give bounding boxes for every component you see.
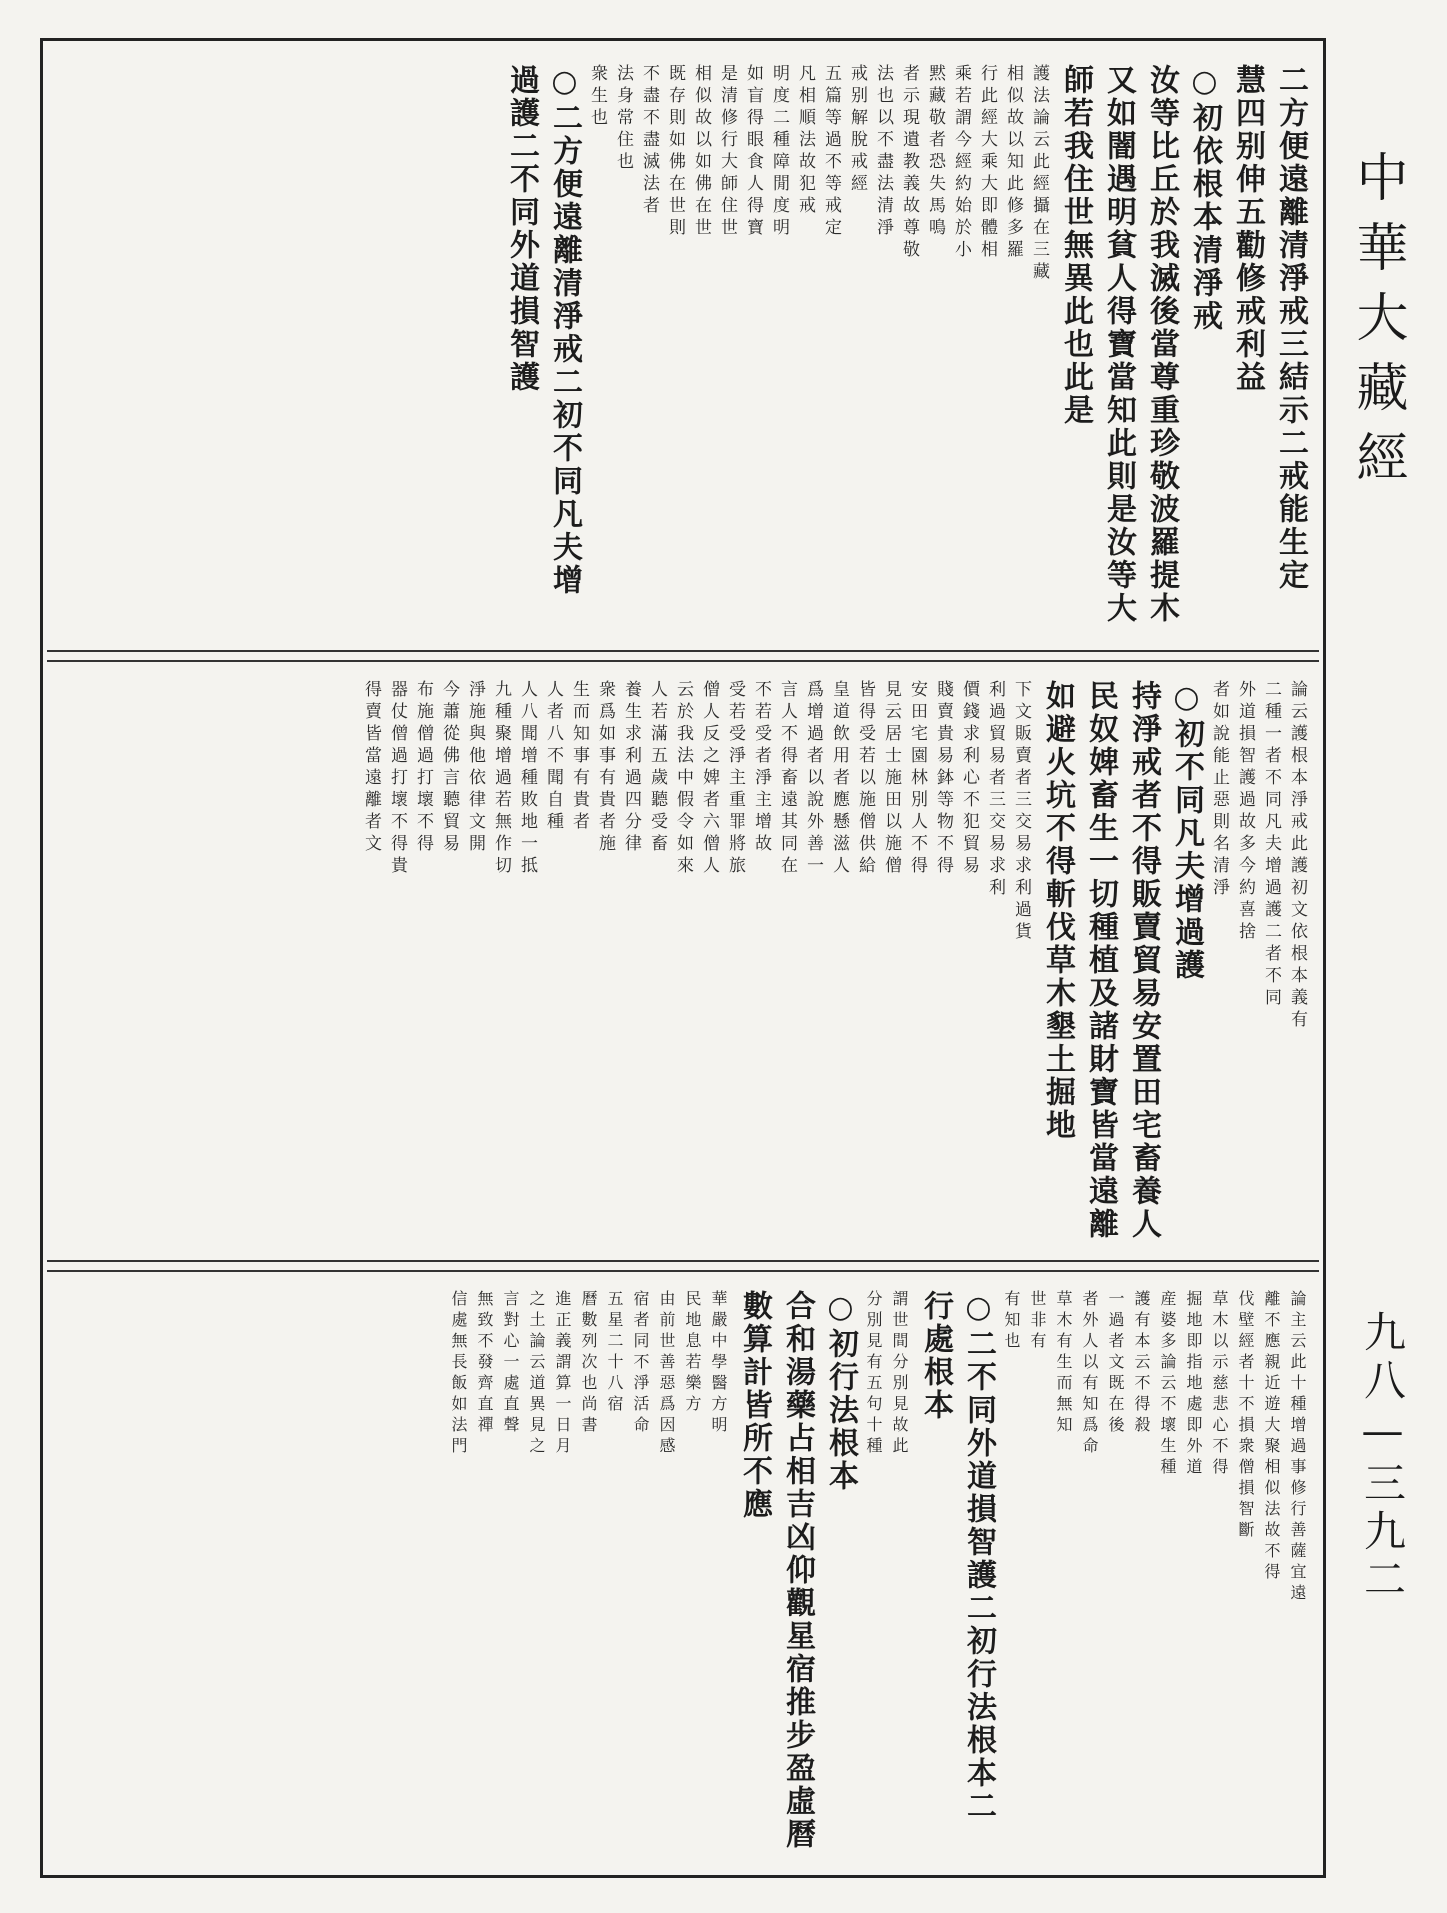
commentary-column: 受若受淨主重罪將旅 [725, 680, 745, 878]
commentary-column: 進正義謂算一日月 [553, 1290, 572, 1458]
commentary-column: 論主云此十種增過事修行善薩宜遠 [1288, 1290, 1307, 1605]
commentary-column: 皆得受若以施僧供給 [855, 680, 875, 878]
commentary-column: 掘地即指地處即外道 [1184, 1290, 1203, 1479]
sutra-text-column: 合和湯藥占相吉凶仰觀星宿推步盈虛曆 [780, 1290, 815, 1851]
commentary-column: 乘若謂今經約始於小 [951, 64, 971, 262]
commentary-column: 信處無長飯如法門 [449, 1290, 468, 1458]
page-number: 九八—三九二 [1358, 1310, 1407, 1605]
commentary-column: 謂世間分別見故此 [890, 1290, 909, 1458]
commentary-column: 養生求利過四分律 [621, 680, 641, 856]
commentary-column: 人若滿五歲聽受畜 [647, 680, 667, 856]
commentary-column: 生而知事有貴者 [569, 680, 589, 834]
commentary-column: 是清修行大師住世 [717, 64, 737, 240]
commentary-column: 草木有生而無知 [1054, 1290, 1073, 1437]
commentary-column: 安田宅園林別人不得 [907, 680, 927, 878]
commentary-column: 下文販賣者三交易求利過貨 [1011, 680, 1031, 944]
sutra-text-column: 行處根本 [918, 1290, 953, 1422]
commentary-column: 不盡不盡滅法者 [639, 64, 659, 218]
commentary-column: 今蕭從佛言聽貿易 [439, 680, 459, 856]
commentary-column: 價錢求利心不犯貿易 [959, 680, 979, 878]
commentary-column: 外道損智護過故多今約喜捨 [1235, 680, 1255, 944]
commentary-column: 二種一者不同凡夫增過護二者不同 [1261, 680, 1281, 1010]
commentary-column: 既存則如佛在世則 [665, 64, 685, 240]
commentary-column: 護法論云此經攝在三藏 [1029, 64, 1049, 284]
commentary-column: 之土論云道異見之 [527, 1290, 546, 1458]
commentary-column: 草木以示慈悲心不得 [1210, 1290, 1229, 1479]
commentary-column: 由前世善惡爲因感 [657, 1290, 676, 1458]
commentary-column: 有知也 [1002, 1290, 1021, 1353]
commentary-column: 衆生也 [587, 64, 607, 130]
commentary-column: 賤賣貴易鉢等物不得 [933, 680, 953, 878]
sutra-text-column: 汝等比丘於我滅後當尊重珍敬波羅提木 [1144, 64, 1179, 625]
sutra-text-column: 過護二不同外道損智護 [504, 64, 539, 394]
panel-middle [47, 660, 1319, 1262]
commentary-column: 布施僧過打壞不得 [413, 680, 433, 856]
commentary-column: 利過貿易者三交易求利 [985, 680, 1005, 900]
commentary-column: 世非有 [1028, 1290, 1047, 1353]
commentary-column: 人者八不聞自種 [543, 680, 563, 834]
columns-middle [61, 680, 1305, 1246]
commentary-column: 戒别解脫戒經 [847, 64, 867, 196]
sutra-text-column: ○初行法根本 [823, 1290, 858, 1493]
commentary-column: 爲增過者以說外善一 [803, 680, 823, 878]
commentary-column: 法身常住也 [613, 64, 633, 174]
commentary-column: 宿者同不淨活命 [631, 1290, 650, 1437]
commentary-column: 法也以不盡法清淨 [873, 64, 893, 240]
commentary-column: 得賣皆當遠離者文 [361, 680, 381, 856]
commentary-column: 相似故以如佛在世 [691, 64, 711, 240]
commentary-column: 産婆多論云不壞生種 [1158, 1290, 1177, 1479]
commentary-column: 僧人反之婢者六僧人 [699, 680, 719, 878]
commentary-column: 言人不得畜遠其同在 [777, 680, 797, 878]
panel-bottom [47, 1270, 1319, 1870]
commentary-column: 者如說能止惡則名清淨 [1209, 680, 1229, 900]
sutra-text-column: 持淨戒者不得販賣貿易安置田宅畜養人 [1126, 680, 1161, 1241]
commentary-column: 者示現遺教義故尊敬 [899, 64, 919, 262]
commentary-column: 曆數列次也尚書 [579, 1290, 598, 1437]
sutra-text-column: 慧四别伸五勸修戒利益 [1230, 64, 1265, 394]
sutra-text-column: ○二不同外道損智護二初行法根本二 [961, 1290, 996, 1823]
commentary-column: 五星二十八宿 [605, 1290, 624, 1416]
sutra-text-column: 數算計皆所不應 [737, 1290, 772, 1521]
columns-top [61, 64, 1308, 636]
commentary-column: 云於我法中假令如來 [673, 680, 693, 878]
commentary-column: 如盲得眼食人得寶 [743, 64, 763, 240]
commentary-column: 見云居士施田以施僧 [881, 680, 901, 878]
sutra-text-column: ○二方便遠離清淨戒二初不同凡夫增 [547, 64, 582, 597]
commentary-column: 一過者文既在後 [1106, 1290, 1125, 1437]
commentary-column: 器仗僧過打壞不得貴 [387, 680, 407, 878]
commentary-column: 者外人以有知爲命 [1080, 1290, 1099, 1458]
commentary-column: 行此經大乘大即體相 [977, 64, 997, 262]
sutra-text-column: 二方便遠離清淨戒三結示二戒能生定 [1273, 64, 1308, 592]
commentary-column: 黙藏敬者恐失馬鳴 [925, 64, 945, 240]
commentary-column: 論云護根本淨戒此護初文依根本義有 [1287, 680, 1307, 1032]
sutra-text-column: 師若我住世無異此也此是 [1058, 64, 1093, 427]
commentary-column: 明度二種障閒度明 [769, 64, 789, 240]
commentary-column: 五篇等過不等戒定 [821, 64, 841, 240]
commentary-column: 皇道飲用者應懸滋人 [829, 680, 849, 878]
sutra-text-column: 如避火坑不得斬伐草木墾土掘地 [1040, 680, 1075, 1142]
sutra-text-column: 又如闇遇明貧人得寶當知此則是汝等大 [1101, 64, 1136, 625]
sutra-text-column: ○初依根本清淨戒 [1187, 64, 1222, 333]
commentary-column: 離不應親近遊大聚相似法故不得 [1262, 1290, 1281, 1584]
sutra-text-column: 民奴婢畜生一切種植及諸財寶皆當遠離 [1083, 680, 1118, 1241]
commentary-column: 淨施與他依律文開 [465, 680, 485, 856]
panel-top [47, 46, 1319, 652]
commentary-column: 伐壁經者十不損衆僧損智斷 [1236, 1290, 1255, 1542]
commentary-column: 人八聞增種敗地一抵 [517, 680, 537, 878]
collection-title: 中華大藏經 [1347, 150, 1407, 500]
commentary-column: 不若受者淨主增故 [751, 680, 771, 856]
commentary-column: 護有本云不得殺 [1132, 1290, 1151, 1437]
commentary-column: 言對心一處直聲 [501, 1290, 520, 1437]
commentary-column: 分別見有五句十種 [864, 1290, 883, 1458]
commentary-column: 九種聚增過若無作切 [491, 680, 511, 878]
commentary-column: 衆爲如事有貴者施 [595, 680, 615, 856]
commentary-column: 華嚴中學醫方明 [709, 1290, 728, 1437]
columns-bottom [61, 1290, 1305, 1856]
commentary-column: 相似故以知此修多羅 [1003, 64, 1023, 262]
commentary-column: 凡相順法故犯戒 [795, 64, 815, 218]
commentary-column: 無致不發齊直禪 [475, 1290, 494, 1437]
sutra-text-column: ○初不同凡夫增過護 [1169, 680, 1204, 982]
commentary-column: 民地息若樂方 [683, 1290, 702, 1416]
